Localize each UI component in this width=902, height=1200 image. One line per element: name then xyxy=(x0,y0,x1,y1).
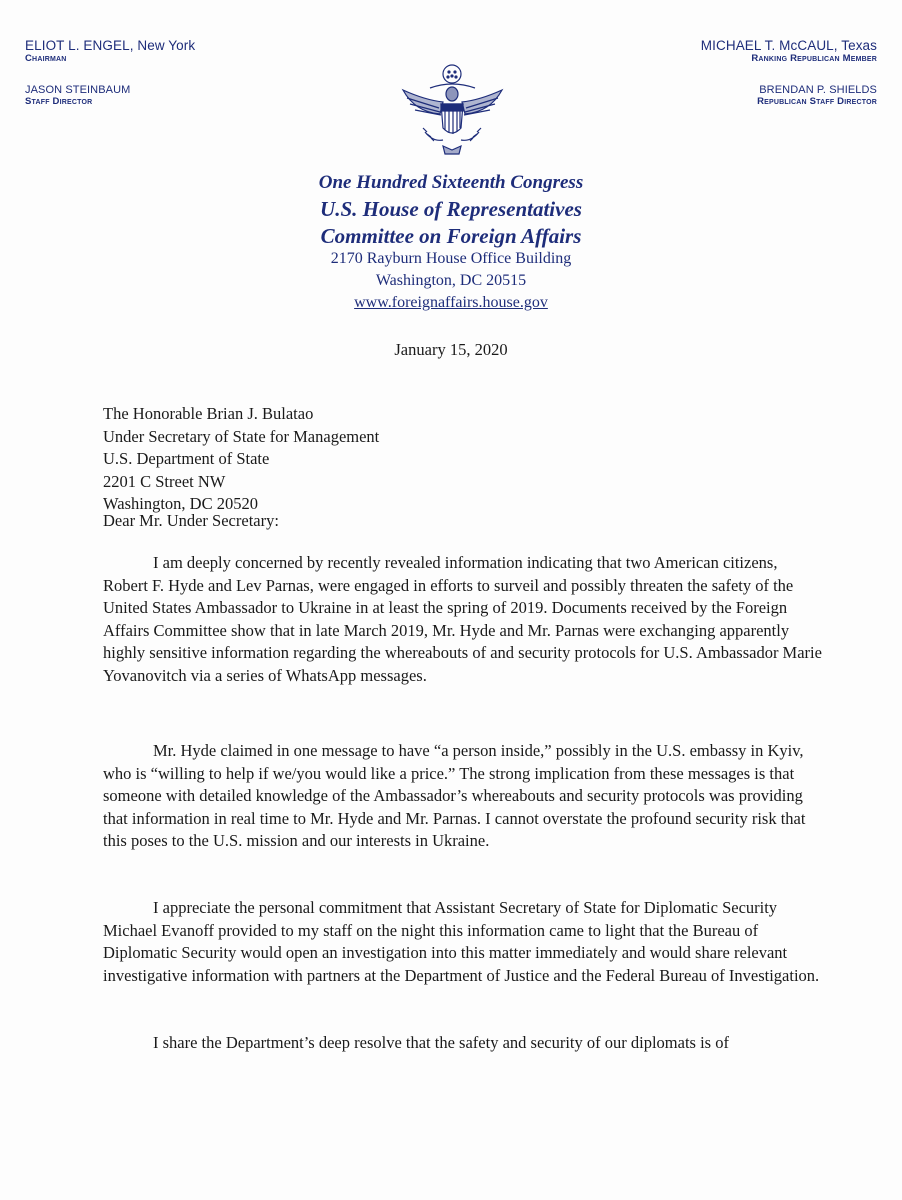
website-link[interactable]: www.foreignaffairs.house.gov xyxy=(354,294,548,311)
recipient-address xyxy=(103,403,379,516)
ranking-member-block xyxy=(701,38,877,64)
staff-director-name: JASON STEINBAUM xyxy=(25,84,131,96)
salutation: Dear Mr. Under Secretary: xyxy=(103,511,279,530)
chair-name: ELIOT L. ENGEL, New York xyxy=(25,38,196,53)
recipient-line: 2201 C Street NW xyxy=(103,471,226,491)
congress-title: One Hundred Sixteenth Congress xyxy=(318,172,584,193)
republican-staff-role: Republican Staff Director xyxy=(757,96,877,107)
staff-director-block xyxy=(25,84,130,107)
paragraph-text: I am deeply concerned by recently revealed information indicating that two American citizens, Robert F. Hyde and Lev Parnas, were engaged in efforts to surveil and possibly threaten the safety of the United States Ambassador to Ukraine in at least the spring of 2019. Documents received by the Foreign Affairs Committee show that in late March 2019, Mr. Hyde and Mr. Parnas were exchanging apparently highly sensitive information regarding the whereabouts of and security protocols for U.S. Ambassador Marie Yovanovitch via a series of WhatsApp messages. xyxy=(103,553,822,685)
recipient-line: Under Secretary of State for Management xyxy=(103,426,380,446)
republican-staff-block xyxy=(757,84,877,107)
chair-role: Chairman xyxy=(25,53,67,64)
body-paragraph-3 xyxy=(103,897,823,987)
address-line-2: Washington, DC 20515 xyxy=(375,272,527,289)
committee-title: Committee on Foreign Affairs xyxy=(320,224,582,248)
paragraph-text: I appreciate the personal commitment that Assistant Secretary of State for Diplomatic Security Michael Evanoff provided to my staff on the night this information came to light that the Bureau of Diplomatic Security would open an investigation into this matter immediately and would share relevant investigative information with partners at the Department of Justice and the Federal Bureau of Investigation. xyxy=(103,898,820,985)
body-paragraph-2 xyxy=(103,740,823,853)
ranking-member-role: Ranking Republican Member xyxy=(751,53,877,64)
address-line-1: 2170 Rayburn House Office Building xyxy=(330,250,572,267)
letter-date: January 15, 2020 xyxy=(394,340,508,359)
paragraph-text: I share the Department’s deep resolve that the safety and security of our diplomats is of xyxy=(153,1033,729,1052)
recipient-line: The Honorable Brian J. Bulatao xyxy=(103,404,314,423)
recipient-line: U.S. Department of State xyxy=(103,449,270,468)
chair-block xyxy=(25,38,195,64)
ranking-member-name: MICHAEL T. McCAUL, Texas xyxy=(700,38,877,53)
house-title: U.S. House of Representatives xyxy=(320,197,582,221)
recipient-line: Washington, DC 20520 xyxy=(103,494,258,513)
body-paragraph-1 xyxy=(103,552,823,687)
website-link-row xyxy=(0,294,902,312)
body-paragraph-4 xyxy=(103,1032,823,1055)
paragraph-text: Mr. Hyde claimed in one message to have “a person inside,” possibly in the U.S. embassy in Kyiv, who is “willing to help if we/you would like a price.” The strong implication from these messages is that someone with detailed knowledge of the Ambassador’s whereabouts and security protocols was providing that information in real time to Mr. Hyde and Mr. Parnas. I cannot overstate the profound security risk that this poses to the U.S. mission and our interests in Ukraine. xyxy=(103,741,806,850)
republican-staff-name: BRENDAN P. SHIELDS xyxy=(759,84,877,96)
staff-director-role: Staff Director xyxy=(25,96,93,107)
great-seal-eagle-icon xyxy=(395,62,510,162)
